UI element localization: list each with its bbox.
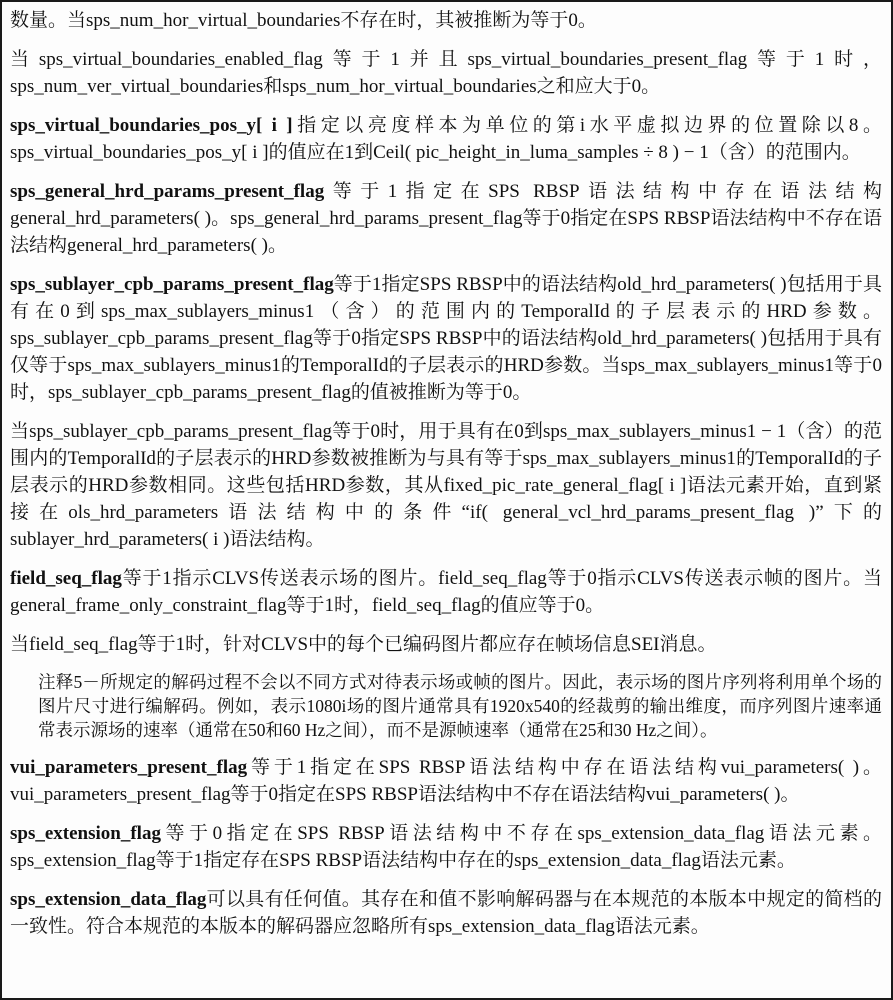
syntax-element-term: sps_sublayer_cpb_params_present_flag — [10, 274, 334, 295]
syntax-element-term: sps_virtual_boundaries_pos_y[ i ] — [10, 115, 293, 136]
paragraph-sps-extension-data-flag — [10, 886, 882, 940]
paragraph-text: 等于1指示CLVS传送表示场的图片。field_seq_flag等于0指示CLVS传送表示帧的图片。当general_frame_only_constraint_flag等于1时，field_seq_flag的值应等于0。 — [10, 568, 882, 616]
paragraph-num-hor-virtual-boundaries-inference — [10, 7, 882, 34]
paragraph-text: 当field_seq_flag等于1时，针对CLVS中的每个已编码图片都应存在帧场信息SEI消息。 — [10, 634, 717, 655]
paragraph-sublayer-cpb-params-inference — [10, 418, 882, 553]
paragraph-sps-extension-flag — [10, 820, 882, 874]
note-text: 注释5－所规定的解码过程不会以不同方式对待表示场或帧的图片。因此，表示场的图片序列将利用单个场的图片尺寸进行编解码。例如，表示1080i场的图片通常具有1920x540的经裁剪的输出维度，而序列图片速率通常表示源场的速率（通常在50和60 Hz之间），而不是源帧速率（通常在25和30 Hz之间）。 — [38, 672, 882, 740]
paragraph-text: 等于1指定SPS RBSP中的语法结构old_hrd_parameters( )包括用于具有在0到sps_max_sublayers_minus1（含）的范围内的TemporalId的子层表示的HRD参数。sps_sublayer_cpb_params_present_flag等于0指定SPS RBSP中的语法结构old_hrd_parameters( )包括用于具有仅等于sps_max_sublayers_minus1的TemporalId的子层表示的HRD参数。当sps_max_sublayers_minus1等于0时，sps_sublayer_cpb_params_present_flag的值被推断为等于0。 — [10, 274, 882, 403]
paragraph-text: 当sps_sublayer_cpb_params_present_flag等于0时，用于具有在0到sps_max_sublayers_minus1 − 1（含）的范围内的TemporalId的子层表示的HRD参数被推断为与具有等于sps_max_sublayers_minus1的TemporalId的子层表示的HRD参数相同。这些包括HRD参数，其从fixed_pic_rate_general_flag[ i ]语法元素开始，直到紧接在ols_hrd_parameters语法结构中的条件“if( general_vcl_hrd_params_present_flag )”下的sublayer_hrd_parameters( i )语法结构。 — [10, 421, 882, 550]
paragraph-text: 等于0指定在SPS RBSP语法结构中不存在sps_extension_data_flag语法元素。sps_extension_flag等于1指定存在SPS RBSP语法结构中存在的sps_extension_data_flag语法元素。 — [10, 823, 882, 871]
syntax-element-term: field_seq_flag — [10, 568, 122, 589]
paragraph-text: 等于1指定在SPS RBSP语法结构中存在语法结构general_hrd_parameters( )。sps_general_hrd_params_present_flag等于0指定在SPS RBSP语法结构中不存在语法结构general_hrd_parameters( )。 — [10, 181, 882, 256]
paragraph-text: 等于1指定在SPS RBSP语法结构中存在语法结构vui_parameters( )。vui_parameters_present_flag等于0指定在SPS RBSP语法结构中不存在语法结构vui_parameters( )。 — [10, 757, 882, 805]
paragraph-sps-general-hrd-params-present-flag — [10, 178, 882, 259]
paragraph-vui-parameters-present-flag — [10, 754, 882, 808]
paragraph-virtual-boundaries-sum-constraint — [10, 46, 882, 100]
syntax-element-term: vui_parameters_present_flag — [10, 757, 248, 778]
paragraph-text: 指定以亮度样本为单位的第i水平虚拟边界的位置除以8。sps_virtual_boundaries_pos_y[ i ]的值应在1到Ceil( pic_height_in_luma_samples ÷ 8 ) − 1（含）的范围内。 — [10, 115, 882, 163]
paragraph-text: 当sps_virtual_boundaries_enabled_flag等于1并且sps_virtual_boundaries_present_flag等于1时，sps_num_ver_virtual_boundaries和sps_num_hor_virtual_boundaries之和应大于0。 — [10, 49, 882, 97]
syntax-element-term: sps_general_hrd_params_present_flag — [10, 181, 325, 202]
paragraph-text: 数量。当sps_num_hor_virtual_boundaries不存在时，其被推断为等于0。 — [10, 10, 597, 31]
syntax-element-term: sps_extension_flag — [10, 823, 161, 844]
paragraph-field-seq-sei-requirement — [10, 631, 882, 658]
paragraph-sps-sublayer-cpb-params-present-flag — [10, 271, 882, 406]
syntax-element-term: sps_extension_data_flag — [10, 889, 207, 910]
paragraph-sps-virtual-boundaries-pos-y — [10, 112, 882, 166]
paragraph-note-5 — [38, 670, 882, 742]
paragraph-field-seq-flag — [10, 565, 882, 619]
paragraph-text: 可以具有任何值。其存在和值不影响解码器与在本规范的本版本中规定的简档的一致性。符合本规范的本版本的解码器应忽略所有sps_extension_data_flag语法元素。 — [10, 889, 882, 937]
